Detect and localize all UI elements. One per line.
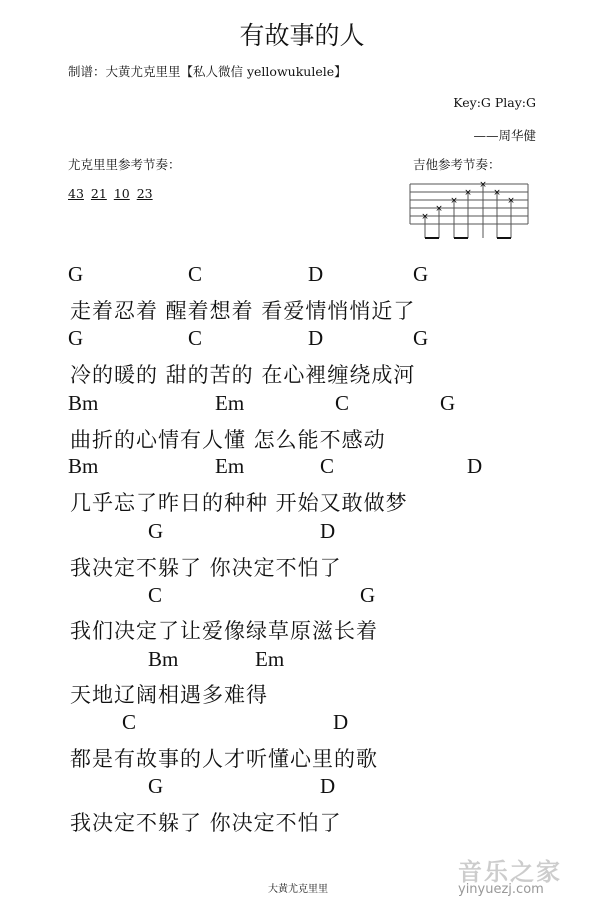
chord: C <box>148 583 163 607</box>
chord: G <box>148 774 164 798</box>
lyric: 曲折的心情有人懂 怎么能不感动 <box>70 428 386 452</box>
chord: C <box>188 262 203 286</box>
chord: D <box>320 519 336 543</box>
chord: Bm <box>148 647 179 671</box>
svg-text:×: × <box>507 196 515 206</box>
lyric: 我们决定了让爱像绿草原滋长着 <box>70 619 378 643</box>
svg-text:×: × <box>493 188 501 198</box>
uke-rhythm <box>68 186 160 201</box>
chord: D <box>320 774 336 798</box>
chord: G <box>68 262 84 286</box>
chord: G <box>413 326 429 350</box>
credit: 制谱：大黄尤克里里【私人微信 yellowukulele】 <box>68 64 347 79</box>
chord: Em <box>215 391 245 415</box>
chord: Em <box>215 454 245 478</box>
chord: D <box>333 710 349 734</box>
rhythm-beat: 23 <box>136 186 153 201</box>
watermark-logo: 音乐之家 <box>458 858 562 886</box>
chord: C <box>188 326 203 350</box>
lyric: 都是有故事的人才听懂心里的歌 <box>70 747 378 771</box>
chord: D <box>308 262 324 286</box>
rhythm-beat: 21 <box>90 186 107 201</box>
guitar-rhythm-label: 吉他参考节奏： <box>413 157 501 172</box>
rhythm-beat: 43 <box>68 186 84 201</box>
chord: G <box>440 391 456 415</box>
chord: Bm <box>68 391 99 415</box>
chord: D <box>467 454 483 478</box>
guitar-rhythm-tab <box>408 178 530 240</box>
svg-text:×: × <box>435 204 443 214</box>
svg-text:×: × <box>450 196 458 206</box>
chord: Bm <box>68 454 99 478</box>
chord: C <box>320 454 335 478</box>
chord: G <box>413 262 429 286</box>
svg-text:×: × <box>464 188 472 198</box>
lyric: 冷的暖的 甜的苦的 在心裡缠绕成河 <box>70 363 416 387</box>
chord: G <box>148 519 164 543</box>
uke-rhythm-label: 尤克里里参考节奏： <box>68 157 181 172</box>
svg-text:×: × <box>421 212 429 222</box>
footer-credit: 大黄尤克里里 <box>268 884 328 895</box>
chord: C <box>335 391 350 415</box>
key-info: Key:G Play:G <box>453 95 536 110</box>
lyric: 走着忍着 醒着想着 看爱情悄悄近了 <box>70 299 416 323</box>
chord: Em <box>255 647 285 671</box>
song-title: 有故事的人 <box>239 21 365 50</box>
chord: D <box>308 326 324 350</box>
lyric: 我决定不躲了 你决定不怕了 <box>70 556 342 580</box>
lyric: 我决定不躲了 你决定不怕了 <box>70 811 342 835</box>
chord: G <box>360 583 376 607</box>
chord: G <box>68 326 84 350</box>
svg-text:×: × <box>479 180 487 190</box>
rhythm-beat: 10 <box>113 186 130 201</box>
watermark-url: yinyuezj.com <box>458 882 544 897</box>
chord: C <box>122 710 137 734</box>
artist: ——周华健 <box>473 128 536 143</box>
lyric: 几乎忘了昨日的种种 开始又敢做梦 <box>70 491 408 515</box>
lyric: 天地辽阔相遇多难得 <box>70 683 268 707</box>
